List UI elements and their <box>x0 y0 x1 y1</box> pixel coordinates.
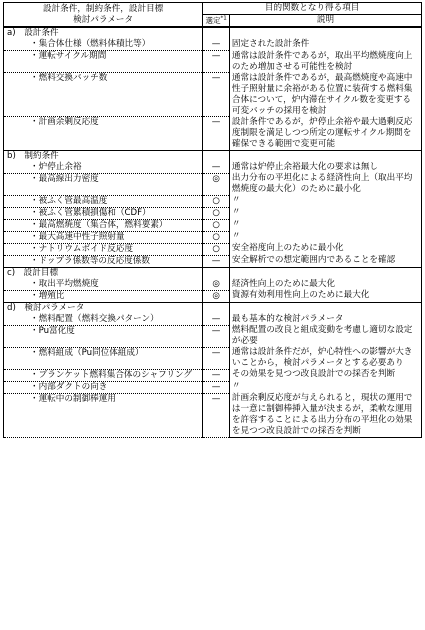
table-row <box>4 207 422 219</box>
selection-cell: — <box>203 381 230 393</box>
selection-cell: ◎ <box>203 290 230 302</box>
section-sel-empty <box>203 150 230 162</box>
description-cell: 通常は設計条件であるが，最高燃焼度や高速中性子照射量に余裕がある位置に装荷する燃料集合体について，炉内滞在サイクル数を変更する可変バッチの採用を検討 <box>229 73 421 117</box>
description-cell: 経済性向上のために最大化 <box>229 279 421 291</box>
param-cell: ・Pu富化度 <box>4 325 203 347</box>
header-sel-footnote: *1 <box>220 15 227 22</box>
param-cell: ・最高燃焼度（集合体，燃料要素） <box>4 219 203 231</box>
header-objective-title: 目的関数となり得る項目 <box>203 3 422 15</box>
selection-cell: — <box>203 314 230 326</box>
selection-cell: ◎ <box>203 279 230 291</box>
description-cell: 設計条件であるが，炉停止余裕や最大過剰反応度制限を満足しつつ所定の運転サイクル期間を確保できる範囲で変更可能 <box>229 117 421 151</box>
description-cell: 出力分布の平坦化による経済性向上（取出平均燃焼度の最大化）のために最小化 <box>229 173 421 195</box>
selection-cell: — <box>203 369 230 381</box>
description-cell: その効果を見つつ改良設計での採否を判断 <box>229 369 421 381</box>
header-sel-cell <box>203 15 230 27</box>
header-desc-cell <box>229 15 421 27</box>
param-cell: ・燃料交換バッチ数 <box>4 73 203 117</box>
table-row <box>4 369 422 381</box>
selection-cell: ○ <box>203 243 230 255</box>
section-title-row <box>4 302 422 314</box>
table-row <box>4 325 422 347</box>
header-param-cell <box>4 3 203 27</box>
description-cell: 安全裕度向上のために最小化 <box>229 243 421 255</box>
parameter-table-body <box>3 27 422 438</box>
parameter-table <box>3 2 422 27</box>
description-cell: 〃 <box>229 219 421 231</box>
section-desc-empty <box>229 302 421 314</box>
table-row <box>4 51 422 73</box>
param-cell: ・集合体仕様（燃料体積比等） <box>4 39 203 51</box>
section-title-row <box>4 267 422 279</box>
parameter-table-document <box>3 2 422 438</box>
header-param-line1: 設計条件，制約条件，設計目標 <box>42 3 164 14</box>
section-title-row <box>4 150 422 162</box>
selection-cell: — <box>203 325 230 347</box>
description-cell: 通常は炉停止余裕最大化の要求は無し <box>229 162 421 174</box>
selection-cell: — <box>203 73 230 117</box>
selection-cell: ◎ <box>203 173 230 195</box>
section-desc-empty <box>229 28 421 40</box>
table-row <box>4 347 422 369</box>
table-row <box>4 290 422 302</box>
table-row <box>4 195 422 207</box>
param-cell: ・炉停止余裕 <box>4 162 203 174</box>
param-cell: ・ドップラ係数等の反応度係数 <box>4 255 203 267</box>
section-sel-empty <box>203 302 230 314</box>
table-row <box>4 219 422 231</box>
section-title-row <box>4 28 422 40</box>
section-title: a) 設計条件 <box>4 28 203 40</box>
selection-cell: — <box>203 255 230 267</box>
table-row <box>4 162 422 174</box>
table-row <box>4 117 422 151</box>
section-title: c) 設計目標 <box>4 267 203 279</box>
selection-cell: ○ <box>203 195 230 207</box>
param-cell: ・内部ダクトの向き <box>4 381 203 393</box>
table-row <box>4 231 422 243</box>
table-row <box>4 314 422 326</box>
header-sel-label: 選定 <box>205 16 221 25</box>
table-row <box>4 73 422 117</box>
table-row <box>4 173 422 195</box>
selection-cell: — <box>203 162 230 174</box>
param-cell: ・運転中の制御棒運用 <box>4 393 203 438</box>
param-cell: ・運転サイクル期間 <box>4 51 203 73</box>
param-cell: ・増殖比 <box>4 290 203 302</box>
selection-cell: ○ <box>203 219 230 231</box>
description-cell: 資源有効利用性向上のために最大化 <box>229 290 421 302</box>
table-row <box>4 393 422 438</box>
section-desc-empty <box>229 150 421 162</box>
selection-cell: ○ <box>203 207 230 219</box>
description-cell: 〃 <box>229 231 421 243</box>
param-cell: ・計画余剰反応度 <box>4 117 203 151</box>
selection-cell: — <box>203 39 230 51</box>
table-row <box>4 381 422 393</box>
description-cell: 燃料配置の改良と組成変動を考慮し適切な設定が必要 <box>229 325 421 347</box>
param-cell: ・最大高速中性子照射量 <box>4 231 203 243</box>
param-cell: ・被ふく管累積損傷和（CDF） <box>4 207 203 219</box>
param-cell: ・ブランケット燃料集合体のシャフリング <box>4 369 203 381</box>
selection-cell: — <box>203 347 230 369</box>
description-cell: 通常は設計条件だが，炉心特性への影響が大きいことから，検討パラメータとする必要あり <box>229 347 421 369</box>
section-desc-empty <box>229 267 421 279</box>
description-cell: 計画余剰反応度が与えられると，現状の運用では一意に制御棒挿入量が決まるが，柔軟な運用を許容することによる出力分布の平坦化の効果を見つつ改良設計での採否を判断 <box>229 393 421 438</box>
description-cell: 〃 <box>229 207 421 219</box>
table-row <box>4 39 422 51</box>
description-cell: 〃 <box>229 381 421 393</box>
description-cell: 安全解析での想定範囲内であることを確認 <box>229 255 421 267</box>
section-sel-empty <box>203 267 230 279</box>
section-title: d) 検討パラメータ <box>4 302 203 314</box>
param-cell: ・燃料組成（Pu同位体組成） <box>4 347 203 369</box>
section-sel-empty <box>203 28 230 40</box>
selection-cell: ○ <box>203 231 230 243</box>
table-row <box>4 279 422 291</box>
header-desc-label: 説明 <box>316 15 335 25</box>
header-param-line2: 検討パラメータ <box>73 14 134 25</box>
description-cell: 固定された設計条件 <box>229 39 421 51</box>
description-cell: 最も基本的な検討パラメータ <box>229 314 421 326</box>
param-cell: ・燃料配置（燃料交換パターン） <box>4 314 203 326</box>
param-cell: ・取出平均燃焼度 <box>4 279 203 291</box>
section-title: b) 制約条件 <box>4 150 203 162</box>
header-row-1 <box>4 3 422 15</box>
selection-cell: — <box>203 117 230 151</box>
selection-cell: — <box>203 393 230 438</box>
param-cell: ・最高線出力密度 <box>4 173 203 195</box>
description-cell: 通常は設計条件であるが，取出平均燃焼度向上のため増加させる可能性を検討 <box>229 51 421 73</box>
selection-cell: — <box>203 51 230 73</box>
description-cell: 〃 <box>229 195 421 207</box>
table-row <box>4 243 422 255</box>
param-cell: ・ナトリウムボイド反応度 <box>4 243 203 255</box>
table-row <box>4 255 422 267</box>
table-body <box>4 28 422 438</box>
param-cell: ・被ふく管最高温度 <box>4 195 203 207</box>
